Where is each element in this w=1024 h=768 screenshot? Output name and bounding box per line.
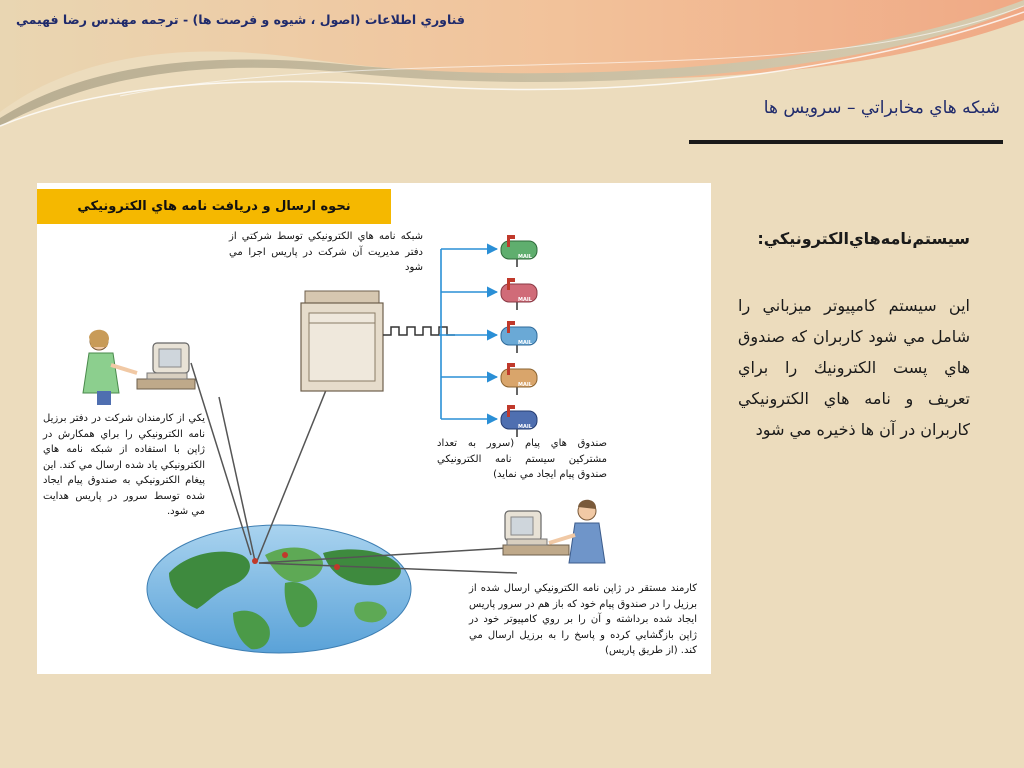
side-heading: سيستم‌نامه‌هاي‌الكترونيكي: bbox=[757, 229, 970, 248]
signal-wave bbox=[383, 327, 455, 335]
title-underline bbox=[689, 140, 1003, 144]
figure-banner: نحوه ارسال و دريافت نامه هاي الكترونيكي bbox=[37, 189, 391, 224]
location-dot-japan bbox=[334, 564, 340, 570]
mailbox-label-5: MAIL bbox=[518, 424, 532, 430]
mailbox-label-2: MAIL bbox=[518, 297, 532, 303]
caption-mailboxes: صندوق هاي پيام (سرور به تعداد مشتركين سيستم نامه الكترونيكي صندوق پيام ايجاد مي نمايد) bbox=[437, 438, 607, 480]
sender-employee-icon bbox=[83, 330, 195, 405]
location-dot-brazil bbox=[252, 558, 258, 564]
mail-server-icon bbox=[301, 291, 383, 391]
mailbox-label-3: MAIL bbox=[518, 340, 532, 346]
caption-sender: يكي از كارمندان شركت در دفتر برزيل نامه الكترونيكي را براي همكارش در ژاپن با استفاده از شبكه نامه هاي الكترونيكي ياد شده ارسال مي كند. اين پيغام الكترونيكي به صندوق پيام ايجاد شده توسط سرور در پاريس هدايت مي شود. bbox=[43, 413, 205, 517]
mailbox-label-4: MAIL bbox=[518, 382, 532, 388]
mailbox-label-1: MAIL bbox=[518, 254, 532, 260]
receiver-employee-icon bbox=[503, 500, 605, 563]
slide-title: شبکه هاي مخابراتي – سرويس ها bbox=[763, 98, 1000, 118]
email-diagram-figure bbox=[37, 183, 711, 674]
world-globe-icon bbox=[147, 525, 411, 653]
caption-server: شبكه نامه هاي الكترونيكي توسط شركتي از دفتر مديريت آن شركت در پاريس اجرا مي شود bbox=[229, 231, 423, 273]
course-title: فناوري اطلاعات (اصول ، شيوه و فرصت ها) - ترجمه مهندس رضا فهيمي bbox=[16, 12, 465, 27]
location-dot-paris bbox=[282, 552, 288, 558]
mailbox-icon-5 bbox=[501, 405, 537, 437]
mailbox-icon-1 bbox=[501, 235, 537, 267]
side-body-text: اين سيستم كامپيوتر ميزباني را شامل مي شود كاربران كه صندوق هاي پست الكترونيك را براي تعريف و نامه هاي الكترونيكي كاربران در آن ها ذخيره مي شود bbox=[738, 296, 970, 439]
mailbox-icon-3 bbox=[501, 321, 537, 353]
mailbox-icon-4 bbox=[501, 363, 537, 395]
caption-receiver: كارمند مستقر در ژاپن نامه الكترونيكي ارسال شده از برزيل را در صندوق پيام خود كه باز هم در سرور پاريس ايجاد شده برداشته و آن را بر روي كامپيوتر خود در ژاپن بازگشايي كرده و پاسخ را به برزيل ارسال مي كند. (از طريق پاريس) bbox=[469, 583, 697, 656]
mailbox-icon-2 bbox=[501, 278, 537, 310]
